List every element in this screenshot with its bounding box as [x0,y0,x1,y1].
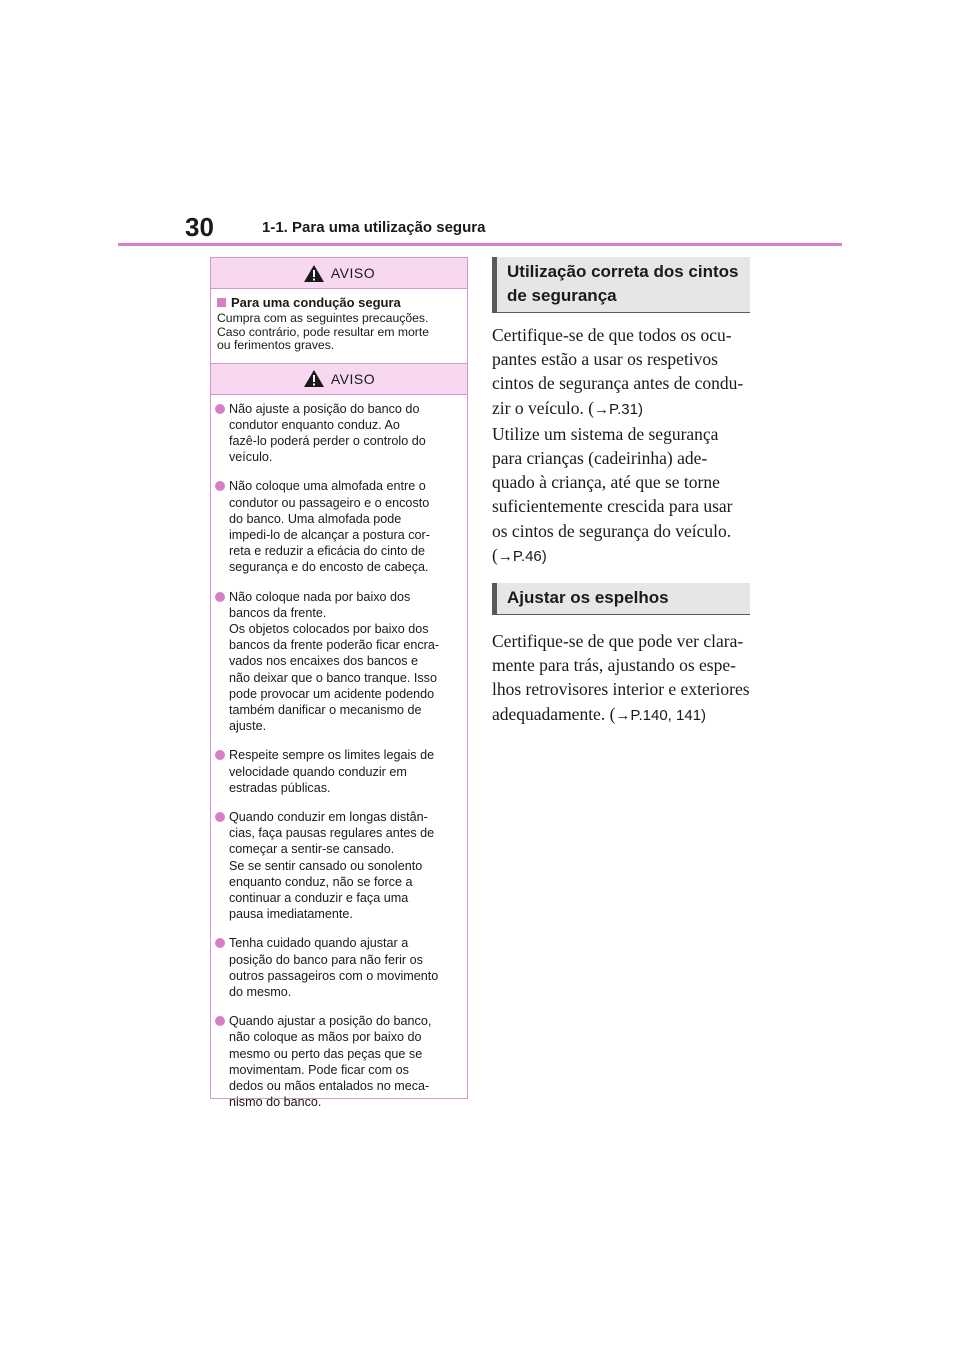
square-bullet-icon [217,298,226,307]
page-reference-link[interactable]: →P.31) [594,400,643,418]
seatbelts-text-a: Certifique-se de que todos os ocu- pantes estão a usar os respetivos cintos de segurança antes de condu- zir o veículo. ( [492,325,744,418]
bullet-icon [215,1016,225,1026]
list-item [215,935,461,1000]
warning-box [210,257,468,1110]
section-heading-mirrors: Ajustar os espelhos [492,583,750,615]
list-item [215,809,461,922]
page-reference-link[interactable]: →P.140, 141) [615,706,707,724]
warning-triangle-icon [303,369,325,388]
right-column [492,257,750,728]
aviso-label: AVISO [330,265,376,281]
intro-text: Cumpra com as seguintes precauções. Caso contrário, pode resultar em morte ou ferimentos graves. [217,311,430,352]
aviso-label: AVISO [330,370,376,387]
warning-intro [211,289,467,363]
list-item-text: Quando ajustar a posição do banco, não coloque as mãos por baixo do mesmo ou perto das peças que se movimentam. Pode ficar com os dedos ou mãos entalados no meca- nismo do banco. [229,1014,432,1110]
list-item [215,478,461,575]
mirrors-text: Certifique-se de que pode ver clara- mente para trás, ajustando os espe- lhos retrovisores interior e exteriores adequadamente. ( [492,631,750,724]
mirrors-paragraph [492,615,750,728]
list-item-text: Não coloque nada por baixo dos bancos da frente. Os objetos colocados por baixo dos bancos da frente poderão ficar encra- vados nos encaixes dos bancos e não deixar que o banco tranque. Isso pode provocar um acidente podendo também danificar o mecanismo de ajuste. [229,589,440,734]
bullet-icon [215,938,225,948]
intro-heading [217,295,461,310]
page-number: 30 [185,212,214,242]
list-item [215,1013,461,1110]
intro-heading-text: Para uma condução segura [231,295,401,310]
bullet-icon [215,592,225,602]
header-rule [118,243,842,246]
seatbelts-paragraph-a [492,313,750,422]
section-title: 1-1. Para uma utilização segura [262,219,486,236]
bullet-icon [215,481,225,491]
list-item-text: Não coloque uma almofada entre o condutor ou passageiro e o encosto do banco. Uma almofada pode impedi-lo de alcançar a postura cor- reta e reduzir a eficácia do cinto de segurança e do encosto de cabeça. [229,479,430,575]
list-item-text: Tenha cuidado quando ajustar a posição do banco para não ferir os outros passageiros com o movimento do mesmo. [229,936,439,999]
list-item-text: Não ajuste a posição do banco do condutor enquanto conduz. Ao fazê-lo poderá perder o controlo do veículo. [229,401,426,465]
bullet-icon [215,750,225,760]
page-header [0,0,960,250]
bullet-icon [215,404,225,414]
warning-triangle-icon [303,264,325,283]
list-item-text: Quando conduzir em longas distân- cias, faça pausas regulares antes de começar a sentir-se cansado. Se se sentir cansado ou sonolento enquanto conduz, não se force a continuar a conduzir e faça uma pausa imediatamente. [229,809,435,922]
page-reference-link[interactable]: →P.46) [497,547,547,565]
seatbelts-text-b: Utilize um sistema de segurança para crianças (cadeirinha) ade- quado à criança, até que se torne suficientemente crescida para usar os cintos de segurança do veículo. ( [492,423,733,565]
seatbelts-paragraph-b [492,422,750,569]
list-item [215,747,461,796]
aviso-header [211,258,467,289]
list-item [215,589,461,735]
warning-items [211,395,467,1111]
aviso-header-2 [211,363,467,395]
section-heading-seatbelts: Utilização correta dos cintos de segurança [492,257,750,313]
list-item-text: Respeite sempre os limites legais de velocidade quando conduzir em estradas públicas. [229,748,435,795]
list-item [215,401,461,466]
bullet-icon [215,812,225,822]
